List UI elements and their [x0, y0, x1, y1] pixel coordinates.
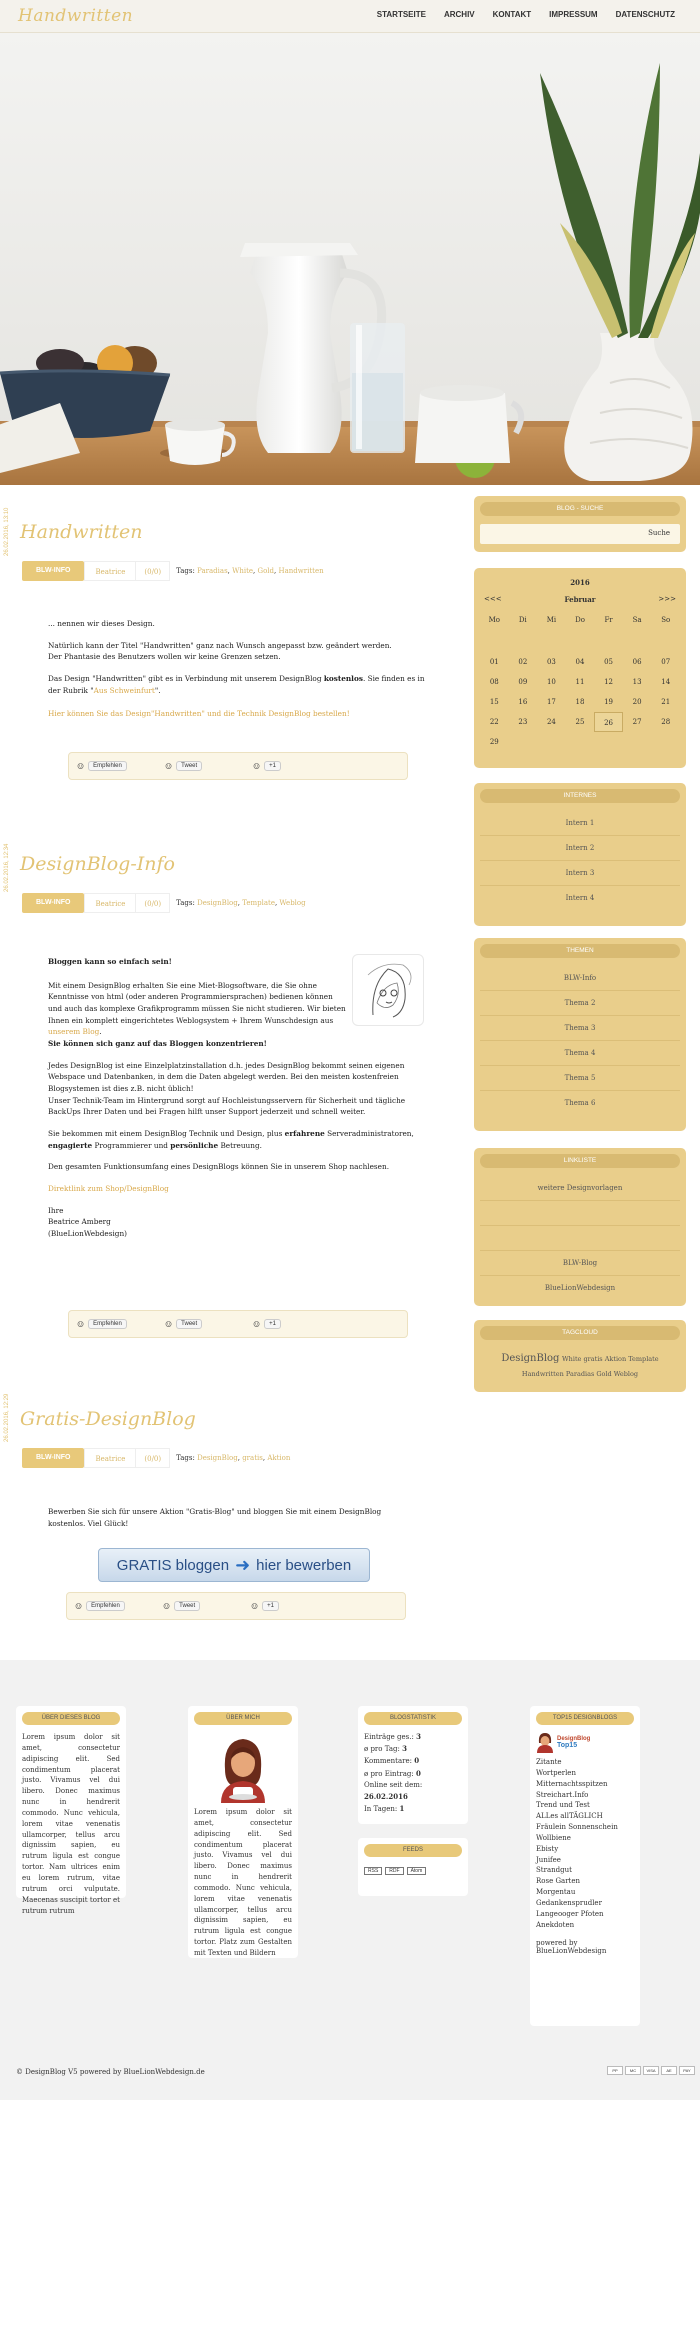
linkliste-item[interactable]: weitere Designvorlagen: [480, 1176, 680, 1201]
calendar-day[interactable]: 13: [632, 678, 642, 686]
stat-row: [364, 1755, 462, 1767]
tweet-button[interactable]: Tweet: [174, 1601, 200, 1611]
linkliste-item[interactable]: BlueLionWebdesign: [544, 1284, 616, 1292]
share-bar: [68, 752, 408, 780]
tweet-button[interactable]: Tweet: [176, 1319, 202, 1329]
site-logo[interactable]: Handwritten: [18, 6, 134, 26]
post-paragraph: Unser Technik-Team im Hintergrund sorgt auf Hochleistungsservern für Sicherheit und tägliche BackUps Ihrer Daten und bei Fragen hilft unser Support jederzeit und schnell weiter.: [48, 1095, 406, 1117]
stat-label: Kommentare:: [364, 1757, 415, 1766]
about-blog-text: Lorem ipsum dolor sit amet, consectetur adipiscing elit. Sed condimentum placerat justo. Vivamus vel dui libero. Donec maximus nunc in hendrerit commodo. Nunc vehicula, lorem vitae venenatis ullamcorper, tellus arcu dignissim sapien, eu rutrum ligula est congue tortor. Nam ultrices enim eu lorem rutrum, vitae rutrum orci vulputate. Maecenas suscipit tortor et rutrum rutrum: [22, 1733, 120, 1915]
internes-item[interactable]: Intern 1: [480, 811, 680, 836]
calendar-day[interactable]: 17: [546, 698, 556, 706]
post-paragraph: Der Phantasie des Benutzers wollen wir keine Grenzen setzen.: [48, 652, 281, 662]
amex-icon: AE: [661, 2066, 677, 2075]
stat-label: ø pro Eintrag:: [364, 1769, 416, 1778]
nav-kontakt[interactable]: KONTAKT: [492, 10, 532, 19]
woman-logo-icon: [536, 1731, 554, 1753]
stat-label: Online seit dem:: [364, 1780, 423, 1789]
author-link[interactable]: Beatrice: [84, 1448, 136, 1468]
tagcloud-widget: [474, 1320, 686, 1392]
mastercard-icon: MC: [625, 2066, 641, 2075]
post-date: 26.02.2016, 12:29: [4, 1393, 10, 1442]
calendar-empty: [623, 632, 652, 652]
calendar-day[interactable]: 22: [489, 718, 499, 726]
twitter-icon: ☺: [165, 1319, 173, 1329]
tag-link[interactable]: DesignBlog: [197, 1454, 238, 1462]
payment-logos: [607, 2066, 695, 2075]
top15-logo-text: DesignBlog: [557, 1735, 591, 1742]
themen-item[interactable]: Thema 4: [480, 1041, 680, 1066]
calendar-empty: [480, 632, 509, 652]
calendar-day[interactable]: 12: [604, 678, 614, 686]
nav-impressum[interactable]: IMPRESSUM: [549, 10, 598, 19]
kitchen-still-life-illustration: [0, 33, 700, 485]
themen-widget: [474, 938, 686, 1131]
post-text: Betreuung.: [220, 1140, 262, 1150]
calendar-day[interactable]: 25: [575, 718, 585, 726]
calendar-day[interactable]: 19: [604, 698, 614, 706]
copyright: © DesignBlog V5 powered by BlueLionWebdesign.de: [16, 2068, 205, 2076]
themen-item[interactable]: Thema 2: [480, 991, 680, 1016]
stats-list: [364, 1731, 462, 1815]
avatar: [194, 1733, 292, 1805]
post-body: [48, 618, 428, 720]
google-plus-icon: ☺: [251, 1601, 259, 1611]
tagcloud: [482, 1350, 678, 1381]
facebook-icon: ☺: [77, 1319, 85, 1329]
stat-value: 1: [399, 1804, 405, 1814]
calendar-day[interactable]: 07: [661, 658, 671, 666]
calendar-day[interactable]: 15: [489, 698, 499, 706]
stat-row: [364, 1731, 462, 1743]
signature-company: (BlueLionWebdesign): [48, 1229, 128, 1239]
tag-link[interactable]: DesignBlog: [197, 899, 238, 907]
post-link[interactable]: Aus Schweinfurt: [93, 685, 155, 695]
facebook-like-button[interactable]: Empfehlen: [88, 1319, 127, 1329]
stat-label: ø pro Tag:: [364, 1745, 403, 1754]
tag-link[interactable]: Gold: [257, 567, 275, 575]
top15-item[interactable]: Rose Garten: [536, 1877, 581, 1886]
stat-label: Einträge ges.:: [364, 1733, 417, 1741]
calendar-day[interactable]: 03: [546, 658, 556, 666]
calendar-day[interactable]: 21: [661, 698, 671, 706]
linkliste-list: [480, 1176, 680, 1301]
calendar-weekday: Mi: [546, 616, 557, 624]
calendar-grid: [480, 610, 680, 752]
calendar-weekday: Do: [575, 616, 585, 624]
calendar-day[interactable]: 08: [489, 678, 499, 686]
twitter-icon: ☺: [165, 761, 173, 771]
calendar-day[interactable]: 18: [575, 698, 585, 706]
calendar-day[interactable]: 16: [518, 698, 528, 706]
calendar-day[interactable]: 20: [632, 698, 642, 706]
themen-item[interactable]: Thema 3: [480, 1016, 680, 1041]
calendar-day[interactable]: 14: [661, 678, 671, 686]
blog-stats-box: [358, 1706, 468, 1824]
top15-item[interactable]: Fräulein Sonnenschein: [536, 1823, 618, 1832]
stat-value: 3: [402, 1744, 407, 1754]
top15-item[interactable]: Streichart.Info: [536, 1790, 589, 1799]
order-link[interactable]: Hier können Sie das Design"Handwritten" und die Technik DesignBlog bestellen!: [48, 709, 350, 719]
calendar-day[interactable]: 27: [632, 718, 642, 726]
calendar-empty: [537, 632, 566, 652]
gratis-blog-banner[interactable]: [98, 1548, 370, 1582]
nav-archiv[interactable]: ARCHIV: [443, 10, 475, 19]
signature-name: Beatrice Amberg: [48, 1217, 111, 1227]
feed-buttons: [364, 1867, 462, 1875]
stat-row: [364, 1780, 462, 1803]
widget-title: TAGCLOUD: [480, 1326, 680, 1340]
author-link[interactable]: Beatrice: [84, 561, 136, 581]
paypal-icon: PP: [607, 2066, 623, 2075]
internes-item[interactable]: Intern 2: [480, 836, 680, 861]
footer-box-title: FEEDS: [364, 1844, 462, 1857]
stat-value: 3: [416, 1732, 421, 1741]
comments-count[interactable]: (0/0): [136, 1448, 170, 1468]
calendar-day[interactable]: 05: [604, 658, 614, 666]
post-paragraph: ... nennen wir dieses Design.: [48, 619, 155, 628]
post-bold: kostenlos: [323, 674, 363, 684]
top15-item[interactable]: ALLes allTÄGLICH: [536, 1812, 603, 1821]
post-tags: Tags: DesignBlog, Template, Weblog: [176, 899, 306, 907]
post-text: Das Design "Handwritten" gibt es in Verbindung mit unserem DesignBlog: [48, 674, 322, 684]
about-blog-box: [16, 1706, 126, 1915]
calendar-day[interactable]: 04: [575, 658, 585, 666]
stat-value: 26.02.2016: [364, 1791, 408, 1801]
footer-box-title: ÜBER MICH: [194, 1712, 292, 1725]
tags-label: Tags:: [176, 567, 195, 575]
post-text: Programmierer und: [94, 1140, 168, 1150]
themen-item[interactable]: Thema 5: [480, 1066, 680, 1091]
banner-left-text: GRATIS bloggen: [116, 1556, 230, 1574]
shop-link[interactable]: Direktlink zum Shop/DesignBlog: [48, 1184, 169, 1194]
google-plus-icon: ☺: [253, 761, 261, 771]
post-paragraph: Natürlich kann der Titel "Handwritten" ganz nach Wunsch angepasst bzw. geändert werden.: [48, 640, 392, 650]
arrow-right-icon: ➜: [235, 1554, 251, 1576]
post-bold: erfahrene: [284, 1129, 325, 1139]
main-nav: [368, 10, 684, 19]
linkliste-widget: [474, 1148, 686, 1306]
plusone-button[interactable]: +1: [264, 1319, 281, 1329]
post-meta: [22, 1448, 290, 1468]
calendar-day[interactable]: 23: [518, 718, 528, 726]
calendar-empty: [594, 632, 623, 652]
hero-image: [0, 33, 700, 485]
banner-right-text: hier bewerben: [256, 1556, 352, 1574]
category-badge[interactable]: BLW-INFO: [22, 1448, 84, 1468]
post-meta: [22, 893, 306, 913]
post-paragraph: Jedes DesignBlog ist eine Einzelplatzinstallation d.h. jedes DesignBlog bekommt seinen eigenen Webspace und Datenbanken, in dem die Daten abgelegt werden. Bei den meisten kostenfreien Blogsystemen ist dies z.B. nicht üblich!: [48, 1060, 405, 1094]
footer-box-title: BLOGSTATISTIK: [364, 1712, 462, 1725]
google-plus-icon: ☺: [253, 1319, 261, 1329]
post-text: Mit einem DesignBlog erhalten Sie eine Miet-Blogsoftware, die Sie ohne Kenntnisse von html (oder anderen Programmiersprachen) bedienen können und auch das komplexe Grafikprogramm müssen Sie nicht studieren. Wir bieten Ihnen ein komplett eingerichtetes Weblogsystem + Ihrem Wunschdesign aus: [48, 980, 346, 1025]
post-bold: engagierte: [48, 1140, 93, 1150]
widget-title: BLOG - SUCHE: [480, 502, 680, 516]
top15-item[interactable]: Strandgut: [536, 1866, 572, 1875]
tag-link[interactable]: DesignBlog: [501, 1353, 560, 1364]
calendar-day[interactable]: 29: [489, 738, 499, 746]
blog-link[interactable]: unserem Blog: [48, 1027, 100, 1037]
post-body: [48, 1506, 418, 1529]
themen-item[interactable]: BLW-Info: [480, 966, 680, 991]
post-tags: Tags: Paradias, White, Gold, Handwritten: [176, 567, 324, 575]
top15-box: [530, 1706, 640, 2026]
top15-item[interactable]: Mitternachtsspitzen: [536, 1779, 608, 1788]
nav-datenschutz[interactable]: DATENSCHUTZ: [615, 10, 675, 19]
calendar-day[interactable]: 10: [546, 678, 556, 686]
widget-title: THEMEN: [480, 944, 680, 958]
post-title[interactable]: DesignBlog-Info: [20, 853, 175, 875]
comments-count[interactable]: (0/0): [136, 893, 170, 913]
tag-link[interactable]: Aktion: [267, 1454, 291, 1462]
stat-row: [364, 1768, 462, 1780]
widget-title: INTERNES: [480, 789, 680, 803]
post-title[interactable]: Gratis-DesignBlog: [20, 1408, 196, 1430]
post-intro: Bloggen kann so einfach sein!: [48, 957, 172, 966]
comments-count[interactable]: (0/0): [136, 561, 170, 581]
post-tags: Tags: DesignBlog, gratis, Aktion: [176, 1454, 291, 1462]
post-body: Bloggen kann so einfach sein! Mit einem DesignBlog erhalten Sie eine Miet-Blogsoftware, die Sie ohne Kenntnisse von html (oder anderen Programmiersprachen) bedienen können und auch das komplexe Grafikprogramm müssen Sie nicht studieren. Wir bieten Ihnen ein komplett eingerichtetes Weblogsystem + Ihrem Wunschdesign aus unserem Blog. Sie können sich ganz auf das Bloggen konzentrieren! Jedes DesignBlog ist eine Einzelplatzinstallation d.h. jedes DesignBlog bekommt seinen eigenen Webspace und Datenbanken, in dem die Daten abgelegt werden. Bei den meisten kostenfreien Blogsystemen ist dies z.B. nicht üblich! Unser Technik-Team im Hintergrund sorgt auf Hochleistungsservern für Sicherheit und tägliche BackUps Ihrer Daten und bei Fragen hilft unser Support jederzeit und schnell weiter. Sie bekommen mit einem DesignBlog Technik und Design, plus erfahrene Serveradministratoren, engagierte Programmierer und persönliche Betreuung. Den gesamten Funktionsumfang eines DesignBlogs können Sie in unserem Shop nachlesen. Direktlink zum Shop/DesignBlog Ihre Beatrice Amberg (BlueLionWebdesign): [48, 956, 424, 1240]
tags-label: Tags:: [176, 899, 195, 907]
linkliste-item: [480, 1201, 680, 1226]
search-input[interactable]: [480, 524, 680, 544]
top15-item[interactable]: Wollbiene: [536, 1833, 571, 1842]
calendar-empty: [566, 632, 595, 652]
post-date: 26.02.2016, 12:34: [4, 843, 10, 892]
calendar-widget: [474, 568, 686, 768]
twitter-icon: ☺: [163, 1601, 171, 1611]
themen-list: [480, 966, 680, 1116]
calendar-next[interactable]: >>>: [658, 595, 676, 603]
about-me-text: Lorem ipsum dolor sit amet, consectetur adipiscing elit. Sed condimentum placerat justo. Vivamus vel dui libero. Donec maximus nunc in hendrerit commodo. Nunc vehicula, lorem vitae venenatis ullamcorper, tellus arcu dignissim sapien, eu rutrum ligula est congue tortor. Platz zum Gestalten mit Texten und Bildern: [194, 1808, 292, 1957]
top15-item[interactable]: Junifee: [536, 1855, 561, 1864]
post-bold: persönliche: [170, 1140, 219, 1150]
themen-item[interactable]: Thema 6: [564, 1099, 596, 1107]
top15-list: [536, 1757, 634, 1931]
facebook-like-button[interactable]: Empfehlen: [88, 761, 127, 771]
calendar-weekday: Mo: [488, 616, 500, 624]
atom-button[interactable]: Atom: [407, 1867, 427, 1875]
internes-item[interactable]: Intern 4: [565, 894, 595, 902]
top-bar: [0, 0, 700, 33]
signature-line: Ihre: [48, 1205, 64, 1215]
linkliste-item[interactable]: BLW-Blog: [480, 1251, 680, 1276]
rss-button[interactable]: RSS: [364, 1867, 382, 1875]
tag-link[interactable]: Template: [242, 899, 275, 907]
calendar-weekday: Di: [518, 616, 527, 624]
share-bar: [68, 1310, 408, 1338]
widget-title: LINKLISTE: [480, 1154, 680, 1168]
footer-box-title: TOP15 DESIGNBLOGS: [536, 1712, 634, 1725]
post-meta: [22, 561, 324, 581]
calendar-day[interactable]: 06: [632, 658, 642, 666]
facebook-icon: ☺: [75, 1601, 83, 1611]
post-text: Sie bekommen mit einem DesignBlog Technik und Design, plus: [48, 1129, 283, 1139]
tag-link[interactable]: gratis: [242, 1454, 263, 1462]
nav-startseite[interactable]: STARTSEITE: [376, 10, 426, 19]
facebook-icon: ☺: [77, 761, 85, 771]
stat-row: [364, 1803, 462, 1815]
category-badge[interactable]: BLW-INFO: [22, 561, 84, 581]
top15-item[interactable]: Langeooger Pfoten Anekdoten: [536, 1909, 604, 1929]
tag-link[interactable]: Weblog: [279, 899, 306, 907]
calendar-day[interactable]: 09: [518, 678, 528, 686]
plusone-button[interactable]: +1: [264, 761, 281, 771]
visa-icon: VISA: [643, 2066, 659, 2075]
tags-label: Tags:: [176, 1454, 195, 1462]
tag-link[interactable]: Paradias: [197, 567, 228, 575]
calendar-month: Februar: [564, 595, 596, 604]
post-text: ".: [154, 685, 161, 695]
calendar-day[interactable]: 02: [518, 658, 528, 666]
linkliste-item: [480, 1226, 680, 1251]
calendar: [480, 578, 680, 752]
top15-logo[interactable]: [536, 1731, 634, 1753]
calendar-nav: [484, 595, 676, 604]
top15-item[interactable]: Trend und Test: [536, 1801, 590, 1810]
top15-item[interactable]: Morgentau: [536, 1888, 576, 1897]
share-bar: [66, 1592, 406, 1620]
stat-value: 0: [415, 1768, 421, 1778]
calendar-empty: [509, 632, 538, 652]
woman-avatar-icon: [213, 1733, 273, 1803]
stat-value: 0: [414, 1756, 420, 1766]
plusone-button[interactable]: +1: [262, 1601, 279, 1611]
rdf-button[interactable]: RDF: [385, 1867, 403, 1875]
tag-link[interactable]: White: [232, 567, 254, 575]
search-button[interactable]: Suche: [648, 529, 670, 537]
calendar-weekday: Fr: [604, 616, 613, 624]
post-text: Serveradministratoren,: [327, 1129, 414, 1139]
tag-link[interactable]: White gratis Aktion Template Handwritten Paradias Gold Weblog: [521, 1355, 659, 1378]
stat-row: [364, 1743, 462, 1755]
footer-box-title: ÜBER DIESES BLOG: [22, 1712, 120, 1725]
stat-label: In Tagen:: [364, 1805, 400, 1814]
internes-list: [480, 811, 680, 911]
top15-powered[interactable]: powered by BlueLionWebdesign: [536, 1938, 607, 1955]
top15-logo-sub: Top15: [557, 1741, 578, 1749]
internes-item[interactable]: Intern 3: [480, 861, 680, 886]
calendar-year: 2016: [570, 578, 590, 587]
calendar-day[interactable]: 24: [546, 718, 556, 726]
top15-item[interactable]: Zitante: [536, 1758, 562, 1766]
top15-item[interactable]: Ebisty: [536, 1844, 559, 1853]
facebook-like-button[interactable]: Empfehlen: [86, 1601, 125, 1611]
category-badge[interactable]: BLW-INFO: [22, 893, 84, 913]
post-paragraph: Den gesamten Funktionsumfang eines DesignBlogs können Sie in unserem Shop nachlesen.: [48, 1162, 390, 1172]
author-link[interactable]: Beatrice: [84, 893, 136, 913]
search-widget: [474, 496, 686, 552]
calendar-day[interactable]: 28: [661, 718, 671, 726]
feeds-box: [358, 1838, 468, 1896]
post-bold: Sie können sich ganz auf das Bloggen konzentrieren!: [48, 1039, 267, 1049]
calendar-weekday: So: [661, 616, 671, 624]
top15-item[interactable]: Gedankensprudler: [536, 1898, 602, 1907]
calendar-day[interactable]: 01: [489, 658, 499, 666]
about-me-box: [188, 1706, 298, 1958]
payment-icon: PAY: [679, 2066, 695, 2075]
post-date: 26.02.2016, 13:10: [4, 507, 10, 556]
post-title[interactable]: Handwritten: [20, 521, 143, 543]
calendar-day[interactable]: 26: [594, 712, 623, 732]
top15-item[interactable]: Wortperlen: [536, 1768, 576, 1777]
post-text: . Sie finden es in der Rubrik ": [48, 674, 425, 695]
calendar-empty: [651, 632, 680, 652]
calendar-prev[interactable]: <<<: [484, 595, 502, 603]
internes-widget: [474, 783, 686, 926]
tag-link[interactable]: Handwritten: [278, 567, 324, 575]
post-paragraph: Bewerben Sie sich für unsere Aktion "Gratis-Blog" und bloggen Sie mit einem DesignBlog kostenlos. Viel Glück!: [48, 1507, 382, 1528]
calendar-weekday: Sa: [632, 616, 642, 624]
tweet-button[interactable]: Tweet: [176, 761, 202, 771]
calendar-day[interactable]: 11: [575, 678, 585, 686]
